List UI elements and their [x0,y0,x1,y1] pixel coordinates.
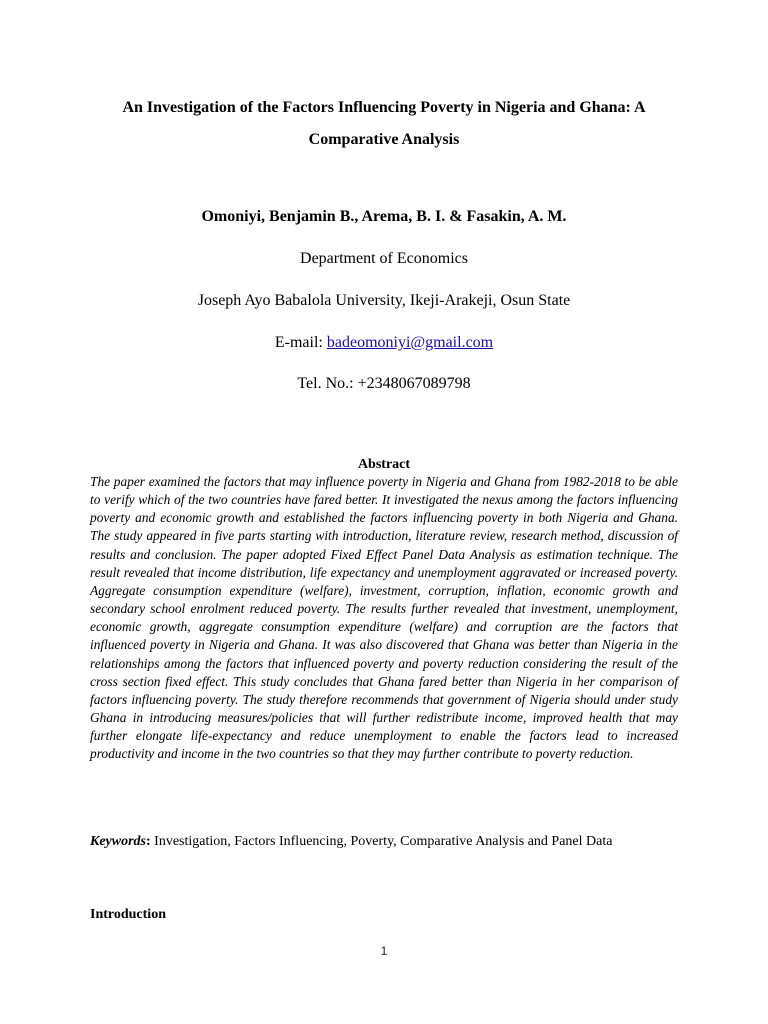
paper-title [90,92,678,156]
abstract-body: The paper examined the factors that may influence poverty in Nigeria and Ghana from 1982-2018 to be able to verify which of the two countries have fared better. It investigated the nexus among the factors influencing poverty and economic growth and established the factors influencing poverty in both Nigeria and Ghana. The study appeared in five parts starting with introduction, literature review, research method, discussion of results and conclusion. The paper adopted Fixed Effect Panel Data Analysis as estimation technique. The result revealed that income distribution, life expectancy and unemployment aggravated or increased poverty. Aggregate consumption expenditure (welfare), investment, corruption, inflation, economic growth and secondary school enrolment reduced poverty. The results further revealed that investment, unemployment, economic growth, aggregate consumption expenditure (welfare) and corruption are the factors that influenced poverty in Nigeria and Ghana. It was also discovered that Ghana was better than Nigeria in the relationships among the factors that influenced poverty and poverty reduction considering the result of the cross section fixed effect. This study concludes that Ghana fared better than Nigeria in her comparison of factors influencing poverty. The study therefore recommends that government of Nigeria should under study Ghana in introducing measures/policies that will further redistribute income, improved health that may further elongate life-expectancy and reduce unemployment to enable the factors lead to increased productivity and income in the two countries so that they may further contribute to poverty reduction. [90,474,678,762]
author-list: Omoniyi, Benjamin B., Arema, B. I. & Fasakin, A. M. [201,208,567,225]
title-line-1: An Investigation of the Factors Influencing Poverty in Nigeria and Ghana: A [122,99,646,116]
department: Department of Economics [300,250,468,267]
university: Joseph Ayo Babalola University, Ikeji-Arakeji, Osun State [197,292,571,309]
telephone: Tel. No.: +2348067089798 [297,375,471,392]
email-line [0,332,768,354]
keywords-text: Investigation, Factors Influencing, Poverty, Comparative Analysis and Panel Data [150,834,613,849]
keywords-colon: : [146,834,151,849]
email-label: E-mail: [274,334,327,351]
abstract-heading: Abstract [357,457,411,472]
page-number: 1 [380,944,388,958]
email-link[interactable]: badeomoniyi@gmail.com [326,334,494,351]
introduction-heading: Introduction [90,907,166,922]
title-line-2: Comparative Analysis [308,131,460,148]
keywords-label: Keywords [90,834,146,849]
keywords-line [90,832,690,852]
